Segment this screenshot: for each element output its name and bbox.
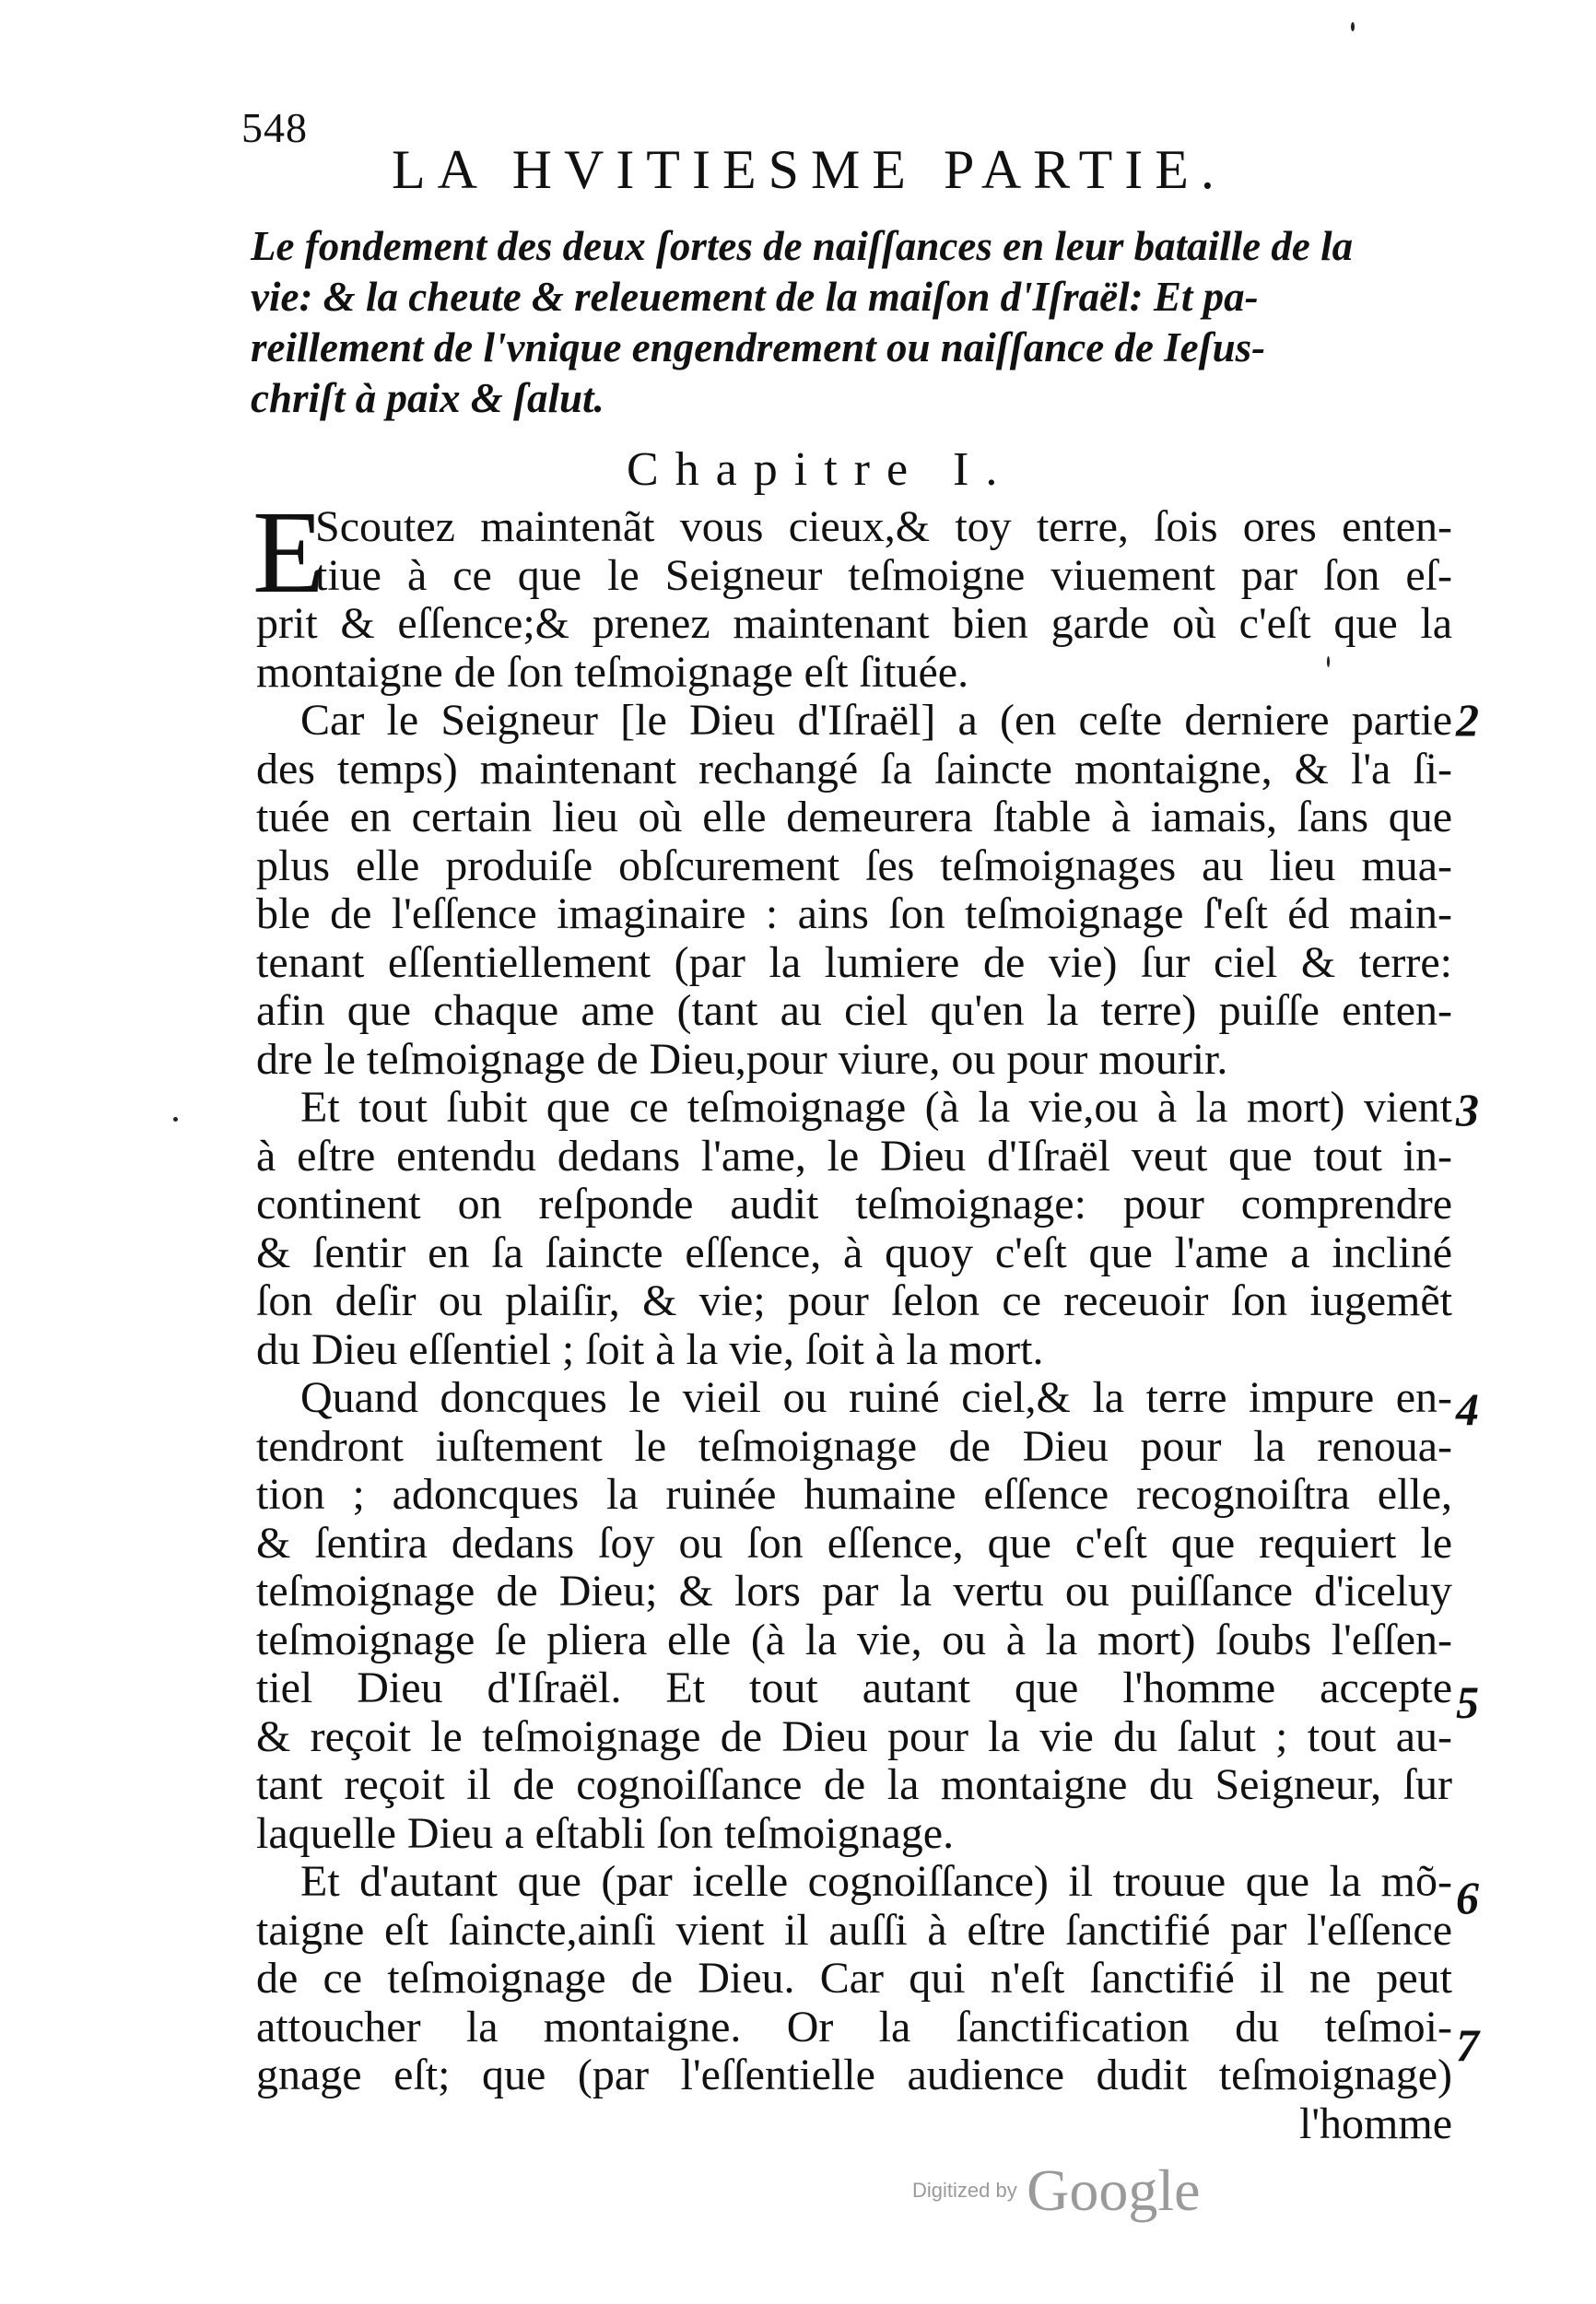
- text-line: tendront iuſtement le teſmoignage de Dieu pour la renoua-: [256, 1421, 1452, 1471]
- body-text: [256, 503, 1452, 2148]
- verse-number: 5: [1456, 1676, 1479, 1728]
- text-line: & reçoit le teſmoignage de Dieu pour la vie du ſalut ; tout au-: [256, 1711, 1452, 1761]
- ink-speck: [1327, 656, 1330, 667]
- text-line: Car le Seigneur [le Dieu d'Iſraël] a (en ceſte derniere partie: [300, 696, 1452, 745]
- text-line: & ſentir en ſa ſaincte eſſence, à quoy c'eſt que l'ame a incliné: [256, 1228, 1452, 1277]
- running-head: LA HVITIESME PARTIE.: [392, 139, 1226, 200]
- text-line: prit & eſſence;& prenez maintenant bien garde où c'eſt que la: [256, 599, 1452, 648]
- text-line: tuée en certain lieu où elle demeurera ſtable à iamais, ſans que: [256, 793, 1452, 841]
- text-line: montaigne de ſon teſmoignage eſt ſituée.: [256, 647, 969, 697]
- summary-line: chriſt à paix & ſalut.: [251, 375, 604, 421]
- text-line: gnage eſt; que (par l'eſſentielle audience dudit teſmoignage): [256, 2051, 1452, 2099]
- text-line: tiue à ce que le Seigneur teſmoigne viuement par ſon eſ-: [315, 550, 1452, 600]
- text-line: tenant eſſentiellement (par la lumiere de vie) ſur ciel & terre:: [256, 937, 1452, 987]
- text-line: continent on reſponde audit teſmoignage: pour comprendre: [256, 1180, 1452, 1228]
- text-line: teſmoignage ſe pliera elle (à la vie, ou à la mort) ſoubs l'eſſen-: [256, 1615, 1452, 1664]
- text-line: taigne eſt ſaincte,ainſi vient il auſſi à eſtre ſanctifié par l'eſſence: [256, 1905, 1452, 1955]
- summary-line: reillement de l'vnique engendrement ou naiſſance de Ieſus-: [251, 324, 1266, 370]
- text-line: dre le teſmoignage de Dieu,pour viure, ou pour mourir.: [256, 1034, 1228, 1084]
- catchword: l'homme: [1299, 2098, 1452, 2148]
- text-line: Quand doncques le vieil ou ruiné ciel,& la terre impure en-: [300, 1373, 1452, 1422]
- text-line: tion ; adoncques la ruinée humaine eſſence recognoiſtra elle,: [256, 1470, 1452, 1519]
- text-line: de ce teſmoignage de Dieu. Car qui n'eſt ſanctifié il ne peut: [256, 1954, 1452, 2003]
- watermark-prefix: Digitized by: [912, 2179, 1017, 2202]
- digitization-watermark: [912, 2157, 1201, 2225]
- text-line: afin que chaque ame (tant au ciel qu'en la terre) puiſſe enten-: [256, 986, 1452, 1035]
- chapter-title: Chapitre I.: [627, 443, 1015, 496]
- text-line: tant reçoit il de cognoiſſance de la montaigne du Seigneur, ſur: [256, 1760, 1452, 1809]
- text-line: à eſtre entendu dedans l'ame, le Dieu d'Iſraël veut que tout in-: [256, 1131, 1452, 1181]
- verse-number: 4: [1456, 1383, 1479, 1435]
- verse-number: 7: [1456, 2019, 1479, 2071]
- text-line: tiel Dieu d'Iſraël. Et tout autant que l'homme accepte: [256, 1663, 1452, 1712]
- chapter-summary: [251, 221, 1449, 424]
- text-line: du Dieu eſſentiel ; ſoit à la vie, ſoit à la mort.: [256, 1324, 1044, 1374]
- text-line: attoucher la montaigne. Or la ſanctification du teſmoi-: [256, 2002, 1452, 2051]
- ink-speck: [1351, 22, 1355, 31]
- page-number: 548: [241, 104, 308, 151]
- google-logo: Google: [1027, 2157, 1201, 2223]
- verse-number: 6: [1456, 1872, 1479, 1923]
- text-line: des temps) maintenant rechangé ſa ſaincte montaigne, & l'a ſi-: [256, 744, 1452, 793]
- ink-speck: [173, 1117, 178, 1122]
- text-line: teſmoignage de Dieu; & lors par la vertu ou puiſſance d'iceluy: [256, 1567, 1452, 1616]
- verse-number: 2: [1456, 694, 1479, 746]
- text-line: Scoutez maintenãt vous cieux,& toy terre, ſois ores enten-: [315, 502, 1452, 551]
- text-line: plus elle produiſe obſcurement ſes teſmoignages au lieu mua-: [256, 840, 1452, 890]
- text-line: Et d'autant que (par icelle cognoiſſance) il trouue que la mõ-: [300, 1857, 1452, 1906]
- text-line: ſon deſir ou plaiſir, & vie; pour ſelon ce receuoir ſon iugemẽt: [256, 1276, 1452, 1325]
- text-line: Et tout ſubit que ce teſmoignage (à la vie,ou à la mort) vient: [300, 1083, 1452, 1132]
- text-line: laquelle Dieu a eſtabli ſon teſmoignage.: [256, 1808, 955, 1858]
- summary-line: Le fondement des deux ſortes de naiſſances en leur bataille de la: [251, 223, 1354, 269]
- drop-cap: E: [252, 487, 325, 617]
- text-line: ble de l'eſſence imaginaire : ains ſon teſmoignage ſ'eſt éd main-: [256, 889, 1452, 938]
- text-line: & ſentira dedans ſoy ou ſon eſſence, que c'eſt que requiert le: [256, 1518, 1452, 1568]
- summary-line: vie: & la cheute & releuement de la maiſon d'Iſraël: Et pa-: [251, 274, 1259, 320]
- verse-number: 3: [1456, 1084, 1479, 1135]
